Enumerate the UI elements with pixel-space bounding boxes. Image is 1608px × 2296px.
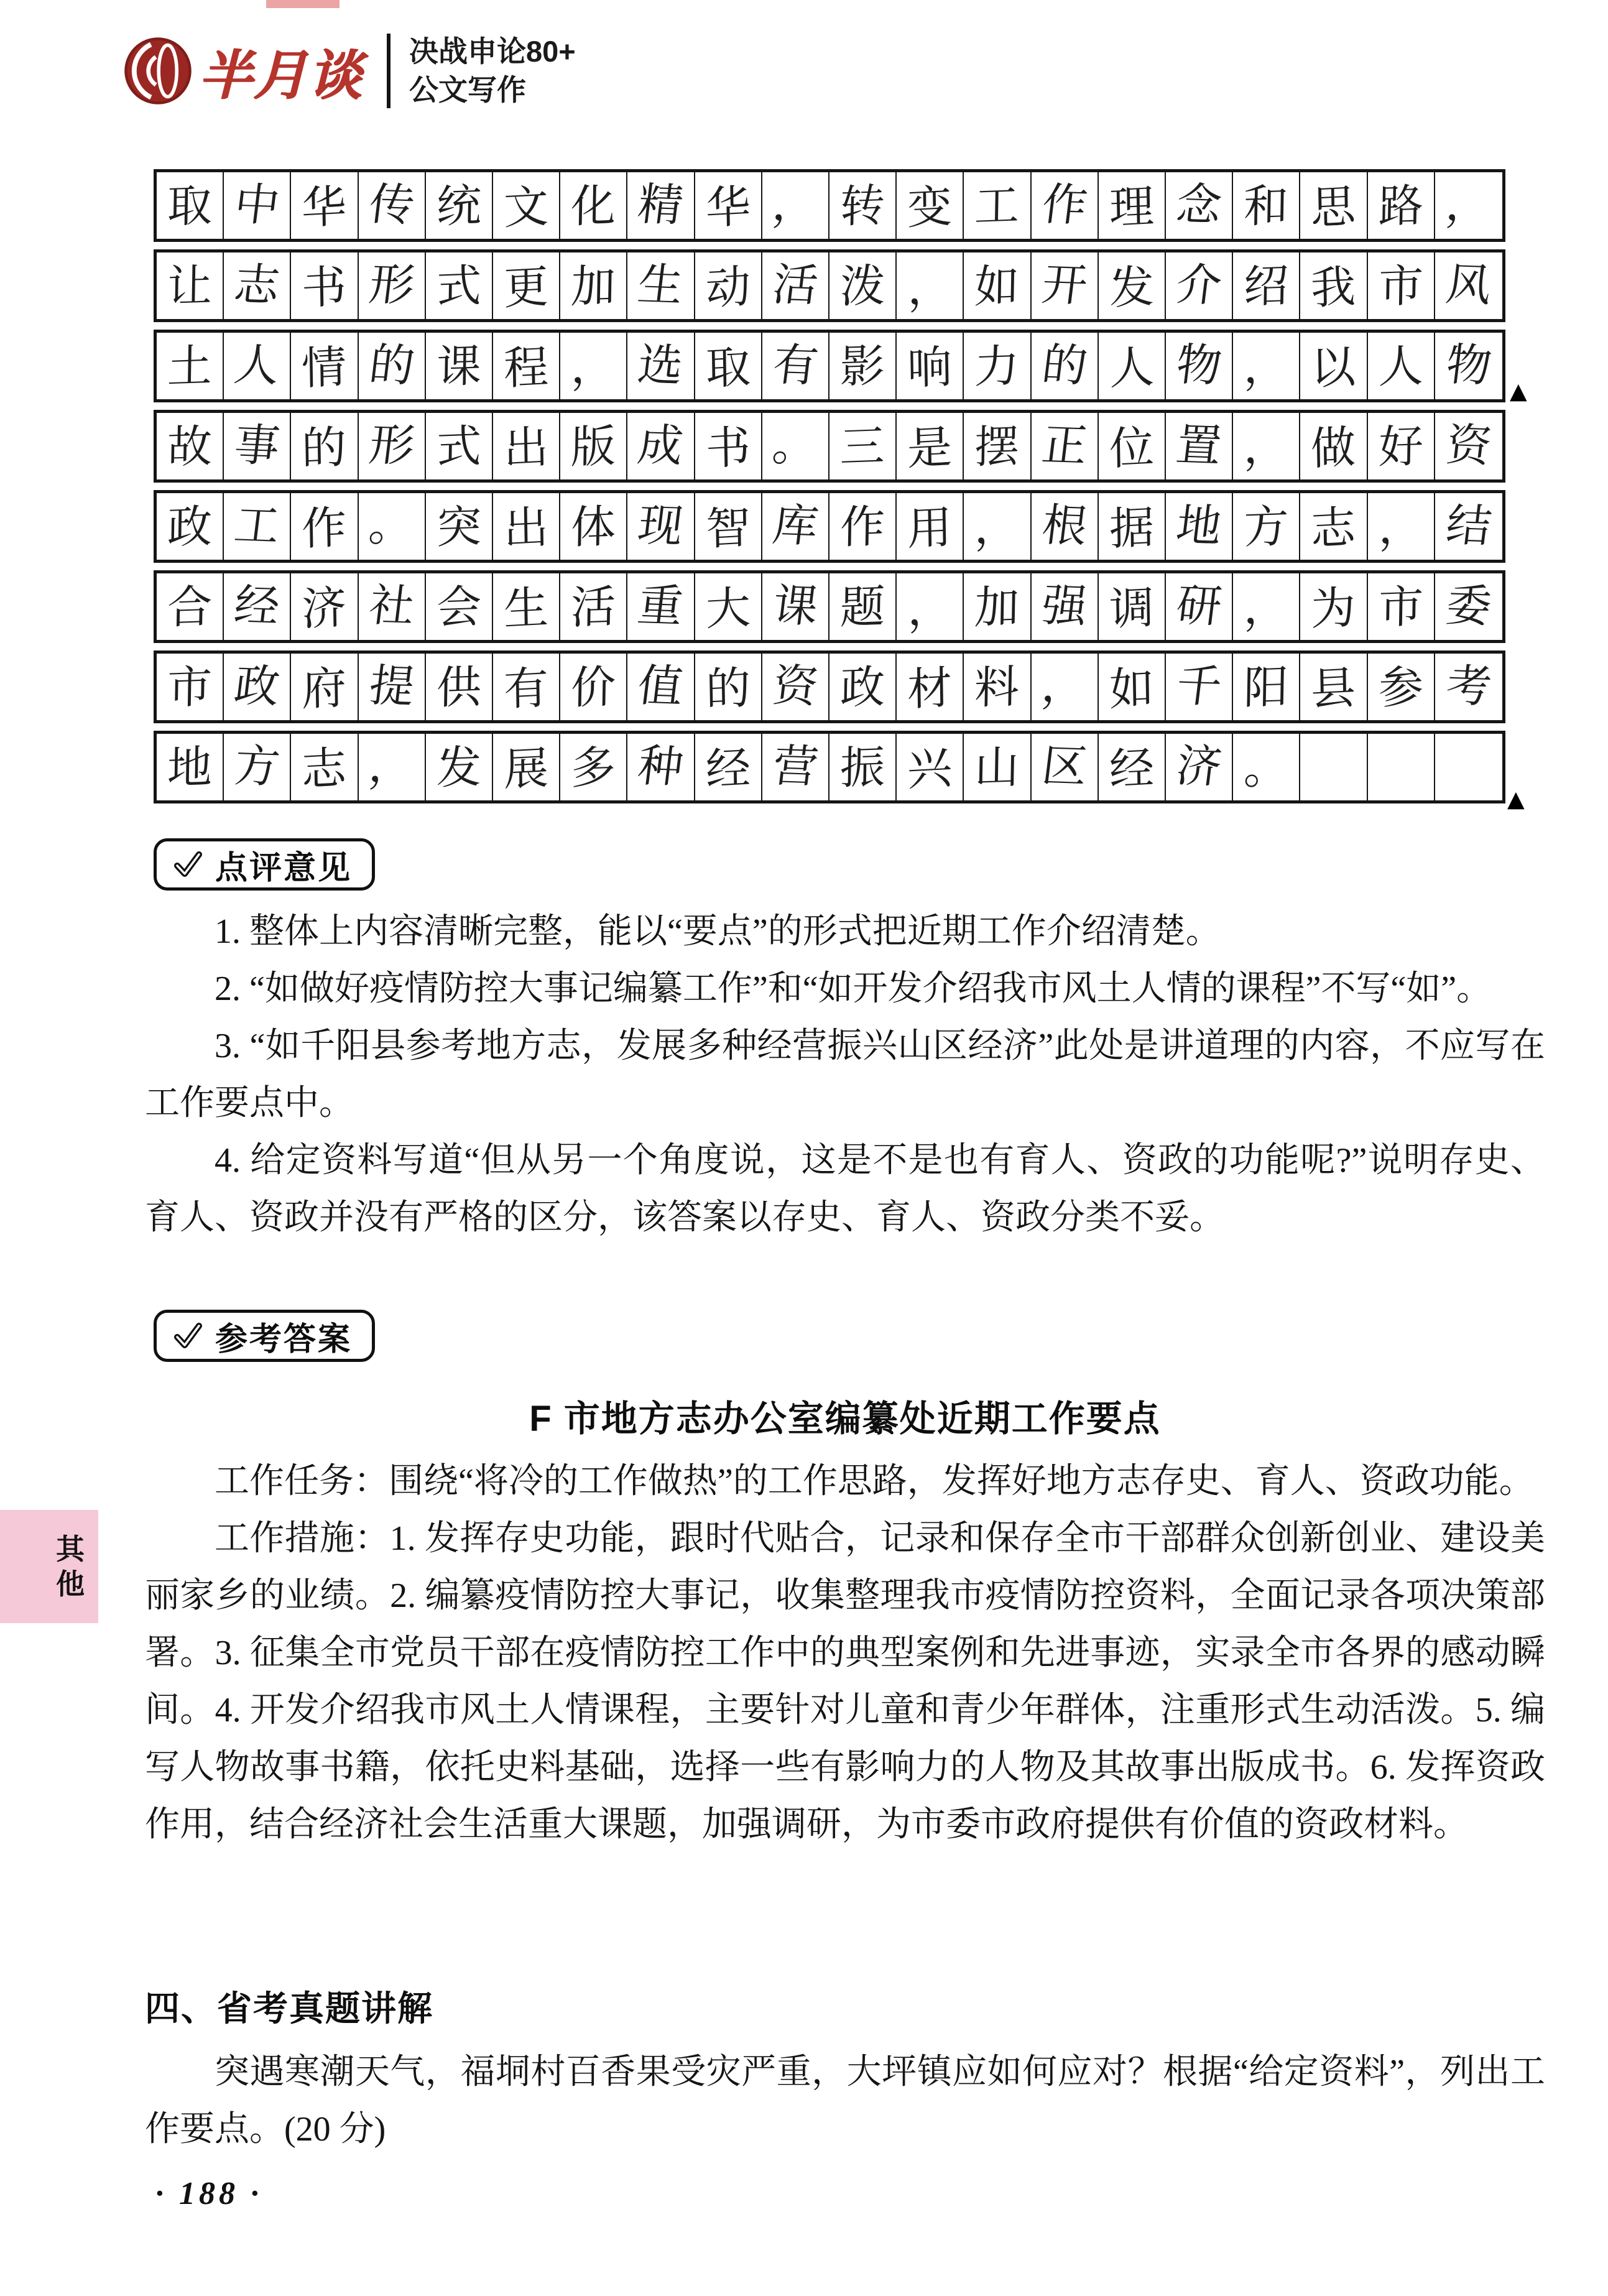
grid-cell: 泼 — [829, 252, 897, 319]
grid-cell: 料 — [964, 654, 1031, 720]
grid-cell: 传 — [359, 172, 426, 239]
grid-cell: 有 — [762, 333, 829, 399]
grid-cell: 政 — [224, 654, 291, 720]
grid-cell: 为 — [1300, 573, 1367, 640]
grid-cell: 化 — [560, 172, 627, 239]
comment-item: 2. “如做好疫情防控大事记编纂工作”和“如开发介绍我市风土人情的课程”不写“如”。 — [215, 970, 1492, 1008]
grid-cell — [1368, 734, 1435, 800]
grid-cell: 值 — [627, 654, 695, 720]
grid-cell: 种 — [627, 734, 695, 800]
grid-cell: 。 — [1233, 734, 1300, 800]
grid-cell: 理 — [1099, 172, 1166, 239]
grid-cell: 重 — [627, 573, 695, 640]
grid-counter-marker: ▲ — [1507, 787, 1525, 812]
grid-cell: 营 — [762, 734, 829, 800]
grid-cell: 地 — [1166, 493, 1233, 560]
comments-section — [145, 903, 1545, 1246]
answer-badge — [154, 1310, 375, 1362]
grid-cell: 发 — [426, 734, 493, 800]
grid-cell: 体 — [560, 493, 627, 560]
grid-cell: 力 — [964, 333, 1031, 399]
grid-cell: 方 — [224, 734, 291, 800]
grid-cell: 生 — [493, 573, 560, 640]
grid-row — [154, 330, 1505, 402]
grid-cell: 社 — [359, 573, 426, 640]
grid-cell: 生 — [627, 252, 695, 319]
grid-cell: 突 — [426, 493, 493, 560]
grid-cell: 的 — [1032, 333, 1099, 399]
grid-cell: 方 — [1233, 493, 1300, 560]
grid-cell: 加 — [560, 252, 627, 319]
question-section — [145, 2044, 1545, 2158]
grid-cell: 大 — [695, 573, 762, 640]
grid-cell: ， — [964, 493, 1031, 560]
grid-cell: 兴 — [897, 734, 964, 800]
grid-cell: ， — [1233, 573, 1300, 640]
grid-cell: 做 — [1300, 413, 1367, 479]
grid-cell: 绍 — [1233, 252, 1300, 319]
grid-cell: 振 — [829, 734, 897, 800]
grid-cell: 人 — [224, 333, 291, 399]
sidebar-tab-char: 其 — [56, 1533, 85, 1565]
grid-cell: 发 — [1099, 252, 1166, 319]
grid-cell: 市 — [157, 654, 224, 720]
grid-cell: 是 — [897, 413, 964, 479]
sidebar-tab-char: 他 — [56, 1568, 85, 1600]
grid-cell: 动 — [695, 252, 762, 319]
grid-cell: 介 — [1166, 252, 1233, 319]
grid-row — [154, 570, 1505, 643]
grid-cell: 统 — [426, 172, 493, 239]
grid-cell: ， — [560, 333, 627, 399]
comment-item: 3. “如千阳县参考地方志，发展多种经营振兴山区经济”此处是讲道理的内容，不应写在工作要点中。 — [145, 1027, 1545, 1123]
grid-cell: 区 — [1032, 734, 1099, 800]
grid-cell: 现 — [627, 493, 695, 560]
grid-cell: 。 — [762, 413, 829, 479]
sidebar-tab-other — [0, 1510, 98, 1623]
check-icon — [172, 848, 204, 881]
grid-cell: 政 — [157, 493, 224, 560]
grid-cell: 取 — [157, 172, 224, 239]
grid-cell: 参 — [1368, 654, 1435, 720]
grid-cell: 形 — [359, 252, 426, 319]
answer-badge-label: 参考答案 — [215, 1321, 353, 1358]
grid-cell: 委 — [1443, 578, 1495, 632]
grid-cell: 华 — [695, 172, 762, 239]
grid-cell: ， — [1368, 493, 1435, 560]
grid-cell: 念 — [1166, 172, 1233, 239]
grid-cell: 形 — [359, 413, 426, 479]
tagline-line2: 公文写作 — [409, 73, 526, 106]
grid-cell: 程 — [493, 333, 560, 399]
grid-cell: 摆 — [964, 413, 1031, 479]
grid-cell: 以 — [1300, 333, 1367, 399]
grid-cell: 人 — [1368, 333, 1435, 399]
grid-cell: 取 — [695, 333, 762, 399]
print-artifact — [266, 0, 340, 8]
grid-cell: ， — [1233, 333, 1300, 399]
grid-cell: ， — [897, 252, 964, 319]
grid-cell: 市 — [1368, 573, 1435, 640]
grid-cell: 和 — [1233, 172, 1300, 239]
writing-grid — [154, 169, 1505, 811]
grid-cell: 成 — [627, 413, 695, 479]
grid-cell: 市 — [1368, 252, 1435, 319]
grid-cell: 位 — [1099, 413, 1166, 479]
grid-cell: 工 — [224, 493, 291, 560]
grid-cell: ， — [1233, 413, 1300, 479]
grid-cell: 事 — [224, 413, 291, 479]
grid-cell: 价 — [560, 654, 627, 720]
header-divider — [387, 34, 390, 108]
grid-cell: ， — [1443, 177, 1495, 231]
grid-cell: 出 — [493, 493, 560, 560]
grid-cell: 多 — [560, 734, 627, 800]
grid-cell: 出 — [493, 413, 560, 479]
grid-cell: 的 — [695, 654, 762, 720]
comment-item: 1. 整体上内容清晰完整，能以“要点”的形式把近期工作介绍清楚。 — [215, 912, 1221, 951]
grid-cell: ， — [762, 172, 829, 239]
grid-cell: 华 — [291, 172, 358, 239]
grid-cell: 智 — [695, 493, 762, 560]
grid-row — [154, 650, 1505, 723]
grid-row — [154, 731, 1505, 803]
grid-cell: 库 — [762, 493, 829, 560]
comment-item: 4. 给定资料写道“但从另一个角度说，这是不是也有育人、资政的功能呢?”说明存史、育人、资政并没有严格的区分，该答案以存史、育人、资政分类不妥。 — [145, 1141, 1545, 1237]
grid-cell: 会 — [426, 573, 493, 640]
grid-row — [154, 169, 1505, 242]
grid-cell: 作 — [291, 493, 358, 560]
grid-cell: 让 — [157, 252, 224, 319]
grid-cell: 志 — [1300, 493, 1367, 560]
grid-cell: 活 — [560, 573, 627, 640]
grid-cell: 调 — [1099, 573, 1166, 640]
grid-cell: 志 — [291, 734, 358, 800]
grid-cell: 好 — [1368, 413, 1435, 479]
grid-cell: 资 — [1443, 418, 1495, 472]
grid-cell: 影 — [829, 333, 897, 399]
grid-cell: 阳 — [1233, 654, 1300, 720]
banyuetan-logo-icon — [123, 36, 193, 106]
grid-cell: 考 — [1443, 659, 1495, 713]
grid-cell: 作 — [829, 493, 897, 560]
grid-row — [154, 410, 1505, 483]
grid-cell: 土 — [157, 333, 224, 399]
grid-cell: 强 — [1032, 573, 1099, 640]
page-number: · 188 · — [155, 2176, 262, 2211]
grid-cell: 工 — [964, 172, 1031, 239]
grid-cell: 变 — [897, 172, 964, 239]
grid-cell: 经 — [695, 734, 762, 800]
grid-cell: 研 — [1166, 573, 1233, 640]
grid-counter-marker: ▲ — [1510, 379, 1527, 404]
header-taglines — [409, 35, 576, 106]
grid-cell: 政 — [829, 654, 897, 720]
grid-cell: 济 — [291, 573, 358, 640]
grid-cell: 。 — [359, 493, 426, 560]
page-header — [123, 32, 576, 109]
grid-cell: 经 — [1099, 734, 1166, 800]
grid-cell: 思 — [1300, 172, 1367, 239]
brand-title: 半月谈 — [199, 46, 363, 106]
answer-paragraph: 工作措施：1. 发挥存史功能，跟时代贴合，记录和保存全市干部群众创新创业、建设美丽家乡的业绩。2. 编纂疫情防控大事记，收集整理我市疫情防控资料，全面记录各项决策部署。3. 征集全市党员干部在疫情防控工作中的典型案例和先进事迹，实录全市各界的感动瞬间。4. 开发介绍我市风土人情课程，主要针对儿童和青少年群体，注重形式生动活泼。5. 编写人物故事书籍，依托史料基础，选择一些有影响力的人物及其故事出版成书。6. 发挥资政作用，结合经济社会生活重大课题，加强调研，为市委市政府提供有价值的资政材料。 — [145, 1519, 1545, 1844]
grid-cell: 志 — [224, 252, 291, 319]
grid-cell: 济 — [1166, 734, 1233, 800]
grid-cell: 人 — [1099, 333, 1166, 399]
grid-cell: 根 — [1032, 493, 1099, 560]
grid-cell: 置 — [1166, 413, 1233, 479]
section-heading: 四、省考真题讲解 — [145, 1989, 433, 2028]
grid-cell: ， — [1032, 654, 1099, 720]
comments-badge-label: 点评意见 — [215, 849, 353, 886]
grid-cell: 材 — [897, 654, 964, 720]
grid-cell: 书 — [291, 252, 358, 319]
grid-cell: 故 — [157, 413, 224, 479]
grid-cell: 展 — [493, 734, 560, 800]
grid-cell: ， — [897, 573, 964, 640]
answer-paragraph: 工作任务：围绕“将冷的工作做热”的工作思路，发挥好地方志存史、育人、资政功能。 — [215, 1462, 1534, 1501]
grid-cell: 的 — [291, 413, 358, 479]
grid-cell: 更 — [493, 252, 560, 319]
grid-cell: 课 — [762, 573, 829, 640]
grid-cell: 的 — [359, 333, 426, 399]
answer-section — [145, 1453, 1545, 1853]
grid-cell: 供 — [426, 654, 493, 720]
grid-cell: 文 — [493, 172, 560, 239]
grid-cell — [1300, 734, 1367, 800]
grid-cell: 如 — [1099, 654, 1166, 720]
grid-cell: 提 — [359, 654, 426, 720]
check-icon — [172, 1320, 204, 1352]
grid-cell: ， — [359, 734, 426, 800]
grid-cell: 式 — [426, 413, 493, 479]
grid-cell: 加 — [964, 573, 1031, 640]
grid-cell — [1435, 734, 1502, 800]
tagline-line1: 决战申论80+ — [409, 35, 576, 68]
question-text: 突遇寒潮天气，福垌村百香果受灾严重，大坪镇应如何应对？根据“给定资料”，列出工作要点。(20 分) — [145, 2053, 1545, 2149]
grid-cell: 合 — [157, 573, 224, 640]
grid-cell: 版 — [560, 413, 627, 479]
grid-cell: 三 — [829, 413, 897, 479]
grid-cell: 千 — [1166, 654, 1233, 720]
grid-cell: 府 — [291, 654, 358, 720]
grid-cell: 经 — [224, 573, 291, 640]
grid-cell: 物 — [1443, 338, 1495, 392]
grid-cell: 有 — [493, 654, 560, 720]
grid-cell: 转 — [829, 172, 897, 239]
grid-cell: 中 — [224, 172, 291, 239]
answer-title: F 市地方志办公室编纂处近期工作要点 — [529, 1399, 1161, 1439]
grid-cell: 县 — [1300, 654, 1367, 720]
grid-row — [154, 490, 1505, 563]
grid-cell: 地 — [157, 734, 224, 800]
grid-cell: 活 — [762, 252, 829, 319]
grid-cell: 我 — [1300, 252, 1367, 319]
grid-cell: 物 — [1166, 333, 1233, 399]
grid-cell: 山 — [964, 734, 1031, 800]
grid-cell: 选 — [627, 333, 695, 399]
grid-cell: 如 — [964, 252, 1031, 319]
grid-cell: 题 — [829, 573, 897, 640]
grid-cell: 书 — [695, 413, 762, 479]
grid-cell: 开 — [1032, 252, 1099, 319]
grid-cell: 情 — [291, 333, 358, 399]
grid-cell: 作 — [1032, 172, 1099, 239]
grid-cell: 精 — [627, 172, 695, 239]
grid-cell: 资 — [762, 654, 829, 720]
grid-cell: 用 — [897, 493, 964, 560]
grid-cell: 结 — [1443, 498, 1495, 552]
grid-cell: 正 — [1032, 413, 1099, 479]
grid-cell: 课 — [426, 333, 493, 399]
grid-cell: 风 — [1443, 257, 1495, 312]
grid-cell: 式 — [426, 252, 493, 319]
grid-cell: 据 — [1099, 493, 1166, 560]
grid-cell: 响 — [897, 333, 964, 399]
comments-badge — [154, 838, 375, 891]
grid-row — [154, 249, 1505, 322]
grid-cell: 路 — [1368, 172, 1435, 239]
